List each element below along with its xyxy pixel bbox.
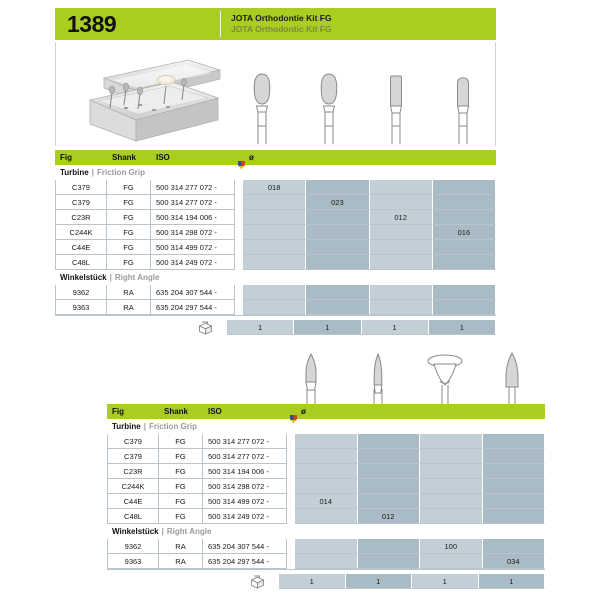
- group-label-en: Friction Grip: [97, 167, 145, 177]
- cell-size: [295, 434, 358, 449]
- cell-size: [370, 195, 433, 210]
- cell-size: [306, 180, 369, 195]
- cell-size: [433, 180, 496, 195]
- cell-size: [243, 210, 306, 225]
- cell-size: [370, 255, 433, 270]
- cell-package-quantity: 1: [362, 320, 429, 335]
- cell-shank: RA: [107, 285, 151, 300]
- group-label-en: Right Angle: [114, 272, 160, 282]
- product-number-block: [55, 8, 220, 40]
- cell-size: [370, 240, 433, 255]
- cell-fig: C23R: [107, 464, 159, 479]
- cell-size: [243, 225, 306, 240]
- cell-size: [483, 479, 546, 494]
- cell-size: [243, 255, 306, 270]
- column-header-iso: ISO: [208, 407, 222, 416]
- cell-size: [370, 180, 433, 195]
- cell-spacer: [235, 285, 243, 300]
- cell-shank: FG: [107, 210, 151, 225]
- cell-fig: C244K: [107, 479, 159, 494]
- cell-size: [358, 449, 421, 464]
- table-row: [55, 240, 496, 255]
- cell-size: [433, 285, 496, 300]
- cell-size: [433, 240, 496, 255]
- cell-size: 034: [483, 554, 546, 569]
- table-row: [107, 509, 545, 524]
- cell-spacer: [287, 494, 295, 509]
- table-row: [107, 494, 545, 509]
- table-row: [107, 434, 545, 449]
- cell-size: [243, 300, 306, 315]
- cell-iso: 500 314 298 072 -: [151, 225, 235, 240]
- cell-size: [420, 494, 483, 509]
- cell-iso: 500 314 277 072 -: [203, 449, 287, 464]
- cell-spacer: [287, 539, 295, 554]
- cell-spacer: [287, 464, 295, 479]
- column-header-diameter: ø: [249, 153, 254, 162]
- cell-package-quantity: 1: [294, 320, 361, 335]
- group-label-de: Turbine: [60, 167, 89, 177]
- table-row: [55, 225, 496, 240]
- column-header-fig: Fig: [60, 153, 72, 162]
- specification-table-top: [55, 150, 496, 335]
- cell-spacer: [287, 479, 295, 494]
- cell-spacer: [287, 509, 295, 524]
- cell-iso: 635 204 297 544 -: [203, 554, 287, 569]
- cell-size: [370, 225, 433, 240]
- group-header-row: [107, 524, 545, 539]
- group-separator: |: [143, 421, 146, 431]
- group-header-row: [107, 419, 545, 434]
- cell-fig: C244K: [55, 225, 107, 240]
- cell-fig: C379: [107, 449, 159, 464]
- cell-size: [358, 554, 421, 569]
- cell-size: [306, 285, 369, 300]
- cell-size: [306, 240, 369, 255]
- cell-size: [306, 210, 369, 225]
- cell-size: [243, 195, 306, 210]
- table-row: [107, 449, 545, 464]
- cell-package-quantity: 1: [412, 574, 479, 589]
- column-header-fig: Fig: [112, 407, 124, 416]
- cell-shank: FG: [159, 434, 203, 449]
- cell-fig: C23R: [55, 210, 107, 225]
- table-row: [55, 210, 496, 225]
- column-header-diameter: ø: [301, 407, 306, 416]
- cell-size: [306, 255, 369, 270]
- specification-table-bottom: [107, 404, 545, 589]
- cell-size: [420, 464, 483, 479]
- cell-fig: 9362: [107, 539, 159, 554]
- cell-spacer: [235, 240, 243, 255]
- cell-size: [306, 300, 369, 315]
- cell-size: [433, 210, 496, 225]
- bur-illustration-egg: [242, 66, 282, 146]
- cell-shank: FG: [107, 255, 151, 270]
- cell-spacer: [235, 255, 243, 270]
- cell-size: 016: [433, 225, 496, 240]
- cell-fig: 9363: [55, 300, 107, 315]
- cell-size: [420, 449, 483, 464]
- cell-iso: 500 314 277 072 -: [151, 195, 235, 210]
- cell-size: [370, 300, 433, 315]
- product-title-en: JOTA Orthodontic Kit FG: [231, 24, 332, 34]
- cell-size: [295, 449, 358, 464]
- cell-iso: 635 204 307 544 -: [151, 285, 235, 300]
- cell-shank: RA: [159, 539, 203, 554]
- table-row: [107, 479, 545, 494]
- cell-size: 100: [420, 539, 483, 554]
- cell-fig: 9362: [55, 285, 107, 300]
- table-row: [55, 285, 496, 300]
- table-header-row: [55, 150, 496, 165]
- cell-iso: 500 314 249 072 -: [203, 509, 287, 524]
- cell-size: [295, 464, 358, 479]
- cell-shank: FG: [107, 240, 151, 255]
- product-header: [55, 8, 496, 40]
- cell-size: 014: [295, 494, 358, 509]
- group-header-row: [55, 165, 496, 180]
- table-header-row: [107, 404, 545, 419]
- cell-size: [420, 509, 483, 524]
- table-row: [107, 554, 545, 569]
- cell-size: [295, 554, 358, 569]
- cell-size: [358, 494, 421, 509]
- package-quantity-row: [107, 574, 545, 589]
- cell-shank: FG: [159, 494, 203, 509]
- cell-iso: 635 204 297 544 -: [151, 300, 235, 315]
- cell-size: [243, 285, 306, 300]
- column-header-iso: ISO: [156, 153, 170, 162]
- cell-package-quantity: 1: [279, 574, 346, 589]
- package-icon: [107, 574, 271, 589]
- cell-package-quantity: 1: [479, 574, 546, 589]
- cell-size: [483, 539, 546, 554]
- cell-size: 023: [306, 195, 369, 210]
- package-quantity-row: [55, 320, 496, 335]
- cell-size: [306, 225, 369, 240]
- cell-size: 012: [358, 509, 421, 524]
- cell-size: [420, 434, 483, 449]
- cell-iso: 500 314 277 072 -: [203, 434, 287, 449]
- cell-spacer: [235, 195, 243, 210]
- cell-iso: 500 314 499 072 -: [151, 240, 235, 255]
- cell-size: [358, 539, 421, 554]
- cell-size: [358, 464, 421, 479]
- group-separator: |: [161, 526, 164, 536]
- cell-shank: FG: [107, 180, 151, 195]
- package-spacer: [271, 574, 279, 589]
- cell-fig: C379: [55, 195, 107, 210]
- cell-spacer: [235, 300, 243, 315]
- cell-iso: 500 314 194 006 -: [203, 464, 287, 479]
- cell-spacer: [287, 434, 295, 449]
- cell-size: [295, 509, 358, 524]
- cell-shank: FG: [159, 449, 203, 464]
- cell-size: 018: [243, 180, 306, 195]
- cell-size: [420, 554, 483, 569]
- cell-iso: 500 314 194 006 -: [151, 210, 235, 225]
- cell-shank: RA: [107, 300, 151, 315]
- package-spacer: [219, 320, 227, 335]
- table-row: [107, 464, 545, 479]
- table-row: [55, 300, 496, 315]
- cell-size: [243, 240, 306, 255]
- cell-size: [370, 285, 433, 300]
- cell-size: [483, 494, 546, 509]
- cell-size: 012: [370, 210, 433, 225]
- table-row: [55, 255, 496, 270]
- table-row: [107, 539, 545, 554]
- cell-spacer: [235, 210, 243, 225]
- column-header-shank: Shank: [164, 407, 189, 416]
- product-title-block: [221, 8, 496, 40]
- cell-iso: 500 314 249 072 -: [151, 255, 235, 270]
- cell-shank: FG: [107, 225, 151, 240]
- cell-package-quantity: 1: [227, 320, 294, 335]
- package-icon: [55, 320, 219, 335]
- cell-fig: C44E: [107, 494, 159, 509]
- product-title-de: JOTA Orthodontie Kit FG: [231, 13, 332, 23]
- cell-shank: RA: [159, 554, 203, 569]
- cell-package-quantity: 1: [429, 320, 496, 335]
- cell-size: [483, 434, 546, 449]
- group-header-row: [55, 270, 496, 285]
- cell-fig: C48L: [55, 255, 107, 270]
- bur-illustration-egg: [309, 66, 349, 146]
- cell-shank: FG: [159, 479, 203, 494]
- cell-size: [358, 434, 421, 449]
- cell-size: [483, 464, 546, 479]
- cell-spacer: [287, 449, 295, 464]
- cell-shank: FG: [107, 195, 151, 210]
- cell-shank: FG: [159, 509, 203, 524]
- group-separator: |: [91, 167, 94, 177]
- group-label-en: Friction Grip: [149, 421, 197, 431]
- cell-fig: C379: [107, 434, 159, 449]
- cell-iso: 635 204 307 544 -: [203, 539, 287, 554]
- bur-illustration-cylinder-round: [443, 66, 483, 146]
- group-label-en: Right Angle: [166, 526, 212, 536]
- cell-fig: C44E: [55, 240, 107, 255]
- cell-fig: C48L: [107, 509, 159, 524]
- cell-iso: 500 314 499 072 -: [203, 494, 287, 509]
- cell-spacer: [235, 180, 243, 195]
- cell-size: [358, 479, 421, 494]
- cell-size: [420, 479, 483, 494]
- header-divider: [220, 11, 221, 37]
- group-separator: |: [109, 272, 112, 282]
- cell-iso: 500 314 298 072 -: [203, 479, 287, 494]
- cell-iso: 500 314 277 072 -: [151, 180, 235, 195]
- cell-size: [295, 539, 358, 554]
- table-row: [55, 180, 496, 195]
- table-row: [55, 195, 496, 210]
- cell-spacer: [235, 225, 243, 240]
- bur-illustration-cylinder-flat: [376, 66, 416, 146]
- product-number: 1389: [67, 10, 117, 37]
- kit-photo: [68, 48, 233, 143]
- group-label-de: Winkelstück: [112, 526, 159, 536]
- column-header-shank: Shank: [112, 153, 137, 162]
- cell-size: [433, 300, 496, 315]
- cell-size: [483, 509, 546, 524]
- cell-size: [433, 255, 496, 270]
- cell-size: [433, 195, 496, 210]
- group-label-de: Turbine: [112, 421, 141, 431]
- cell-package-quantity: 1: [346, 574, 413, 589]
- cell-fig: 9363: [107, 554, 159, 569]
- group-label-de: Winkelstück: [60, 272, 107, 282]
- cell-fig: C379: [55, 180, 107, 195]
- bur-illustration-row-top: [228, 66, 496, 146]
- cell-size: [483, 449, 546, 464]
- cell-size: [295, 479, 358, 494]
- cell-spacer: [287, 554, 295, 569]
- cell-shank: FG: [159, 464, 203, 479]
